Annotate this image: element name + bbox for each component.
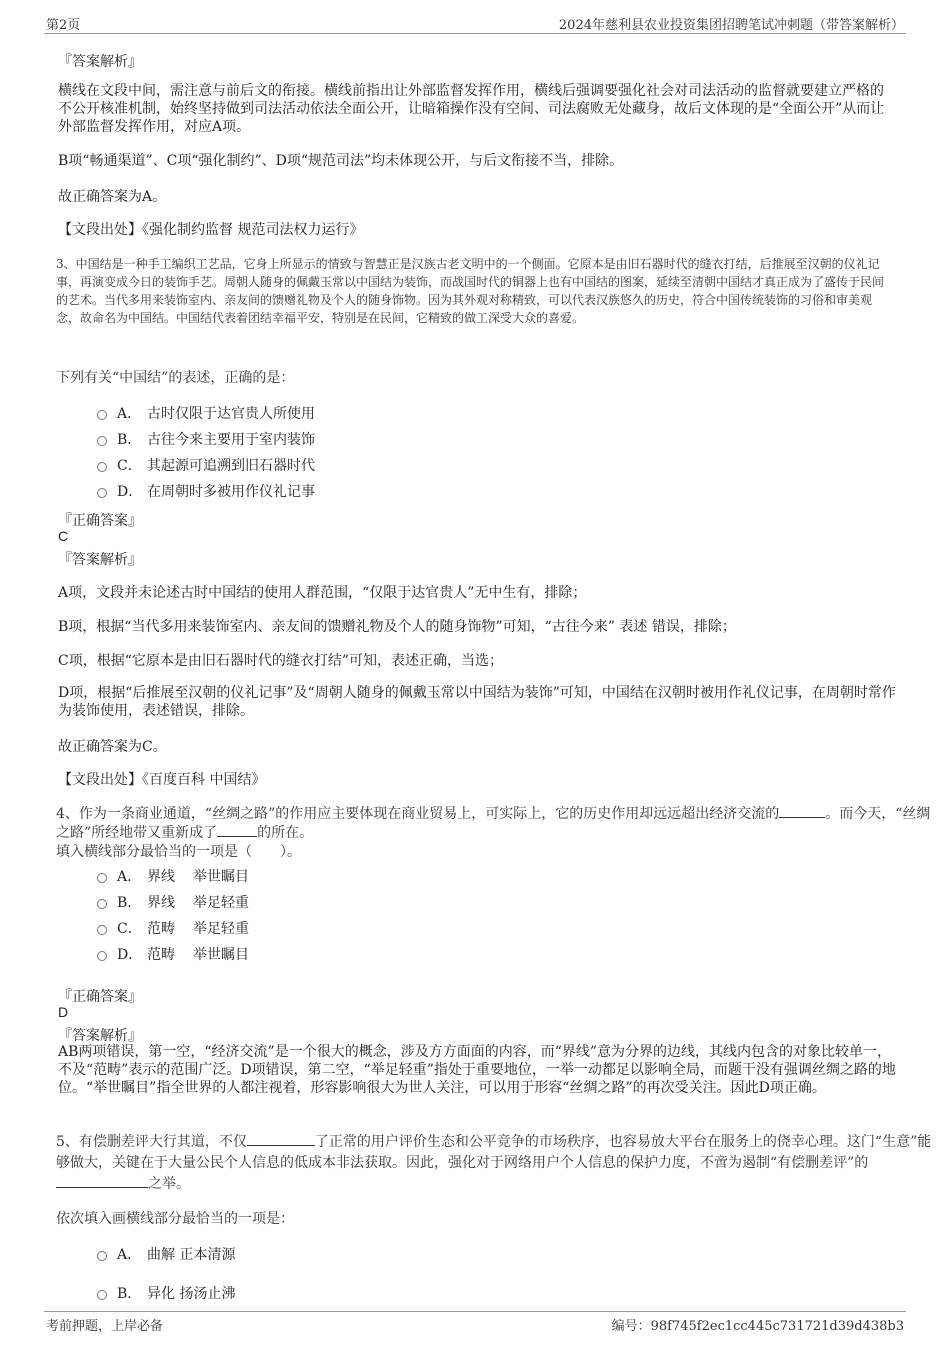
q3-option-b[interactable]: B． 古往今来主要用于室内装饰 xyxy=(97,429,315,449)
footer-slogan: 考前押题，上岸必备 xyxy=(46,1319,164,1334)
q3-analysis-b: B项，根据“当代多用来装饰室内、亲友间的馈赠礼物及个人的随身饰物”可知，“古往今来” 表述 错误，排除； xyxy=(58,619,736,635)
q3-answer: C xyxy=(58,528,69,544)
header-rule xyxy=(44,33,906,34)
q3-passage: 3、中国结是一种手工编织工艺品，它身上所显示的情致与智慧正是汉族古老文明中的一个侧面。它原本是由旧石器时代的缝衣打结，后推展至汉朝的仪礼记事，再演变成今日的装饰手艺。周朝人随身的佩戴玉常以中国结为装饰，而战国时代的铜器上也有中国结的图案，延续至清朝中国结才真正成为了盛传于民间的艺术。当代多用来装饰室内、亲友间的馈赠礼物及个人的随身饰物。因为其外观对称精致，可以代表汉族悠久的历史，符合中国传统装饰的习俗和审美观念，故命名为中国结。中国结代表着团结幸福平安，特别是在民间，它精致的做工深受大众的喜爱。 xyxy=(56,257,885,325)
q4-option-b[interactable]: B． 界线 举足轻重 xyxy=(97,892,249,912)
q2-analysis-label: 『答案解析』 xyxy=(58,54,142,70)
q4-analysis: AB两项错误，第一空，“经济交流”是一个很大的概念，涉及方方面面的内容，而“界线”意为分界的边线，其线内包含的对象比较单一，不及“范畴”表示的范围广泛。D项错误，第二空，“举足轻重”指处于重要地位，一举一动都足以影响全局，而题干没有强调丝绸之路的地位。“举世瞩目”指全世界的人都注视着，形容影响很大为世人关注，可以用于形容“丝绸之路”的再次受关注。因此D项正确。 xyxy=(58,1044,896,1096)
q5-option-a[interactable]: A． 曲解 正本清源 xyxy=(97,1244,235,1264)
q3-analysis-c: C项，根据“它原本是由旧石器时代的缝衣打结”可知，表述正确，当选； xyxy=(58,653,504,669)
q4-answer: D xyxy=(58,1004,69,1020)
q5-prompt: 依次填入画横线部分最恰当的一项是： xyxy=(56,1211,294,1227)
radio-icon[interactable] xyxy=(97,951,107,961)
q3-analysis-label: 『答案解析』 xyxy=(58,552,142,568)
radio-icon[interactable] xyxy=(97,488,107,498)
footer-rule xyxy=(44,1311,906,1312)
page-number: 第2页 xyxy=(46,18,81,33)
q4-option-d[interactable]: D． 范畴 举世瞩目 xyxy=(97,944,249,964)
radio-icon[interactable] xyxy=(97,1251,107,1261)
q3-source: 【文段出处】《百度百科 中国结》 xyxy=(58,772,266,788)
q3-answer-label: 『正确答案』 xyxy=(58,513,142,529)
q5-stem-line1: 5、有偿删差评大行其道，不仅 了正常的用户评价生态和公平竞争的市场秩序，也容易放大平台在服务上的侥幸心理。这门“生意”能 xyxy=(56,1134,932,1150)
footer-serial: 编号：98f745f2ec1cc445c731721d39d438b3 xyxy=(611,1319,904,1334)
q5-stem-line2: 够做大，关键在于大量公民个人信息的低成本非法获取。因此，强化对于网络用户个人信息的保护力度，不啻为遏制“有偿删差评”的 xyxy=(56,1155,869,1171)
q4-analysis-label: 『答案解析』 xyxy=(58,1028,142,1044)
radio-icon[interactable] xyxy=(97,925,107,935)
q2-analysis: 横线在文段中间，需注意与前后文的衔接。横线前指出让外部监督发挥作用，横线后强调要强化社会对司法活动的监督就要建立严格的不公开核准机制，始终坚持做到司法活动依法全面公开，让暗箱操作没有空间、司法腐败无处藏身，故后文体现的是“全面公开”从而让外部监督发挥作用，对应A项。 xyxy=(58,83,885,135)
blank-1 xyxy=(779,817,825,818)
q4-stem-line1: 4、作为一条商业通道，“丝绸之路”的作用应主要体现在商业贸易上，可实际上，它的历史作用却远远超出经济交流的 。而今天，“丝绸 xyxy=(56,806,931,822)
q2-source: 【文段出处】《强化制约监督 规范司法权力运行》 xyxy=(58,222,364,238)
radio-icon[interactable] xyxy=(97,873,107,883)
q3-conclusion: 故正确答案为C。 xyxy=(58,739,167,755)
q2-conclusion: 故正确答案为A。 xyxy=(58,189,167,205)
blank-2 xyxy=(217,836,257,837)
radio-icon[interactable] xyxy=(97,436,107,446)
q3-option-c[interactable]: C． 其起源可追溯到旧石器时代 xyxy=(97,455,315,475)
q4-answer-label: 『正确答案』 xyxy=(58,989,142,1005)
q3-option-d[interactable]: D． 在周朝时多被用作仪礼记事 xyxy=(97,481,315,501)
blank-1 xyxy=(247,1145,315,1146)
q3-analysis-d: D项，根据“后推展至汉朝的仪礼记事”及“周朝人随身的佩戴玉常以中国结为装饰”可知，中国结在汉朝时被用作礼仪记事，在周朝时常作为装饰使用，表述错误，排除。 xyxy=(58,685,896,719)
q3-option-a[interactable]: A． 古时仅限于达官贵人所使用 xyxy=(97,403,315,423)
radio-icon[interactable] xyxy=(97,410,107,420)
q3-analysis-a: A项，文段并未论述古时中国结的使用人群范围，“仅限于达官贵人”无中生有，排除； xyxy=(58,585,587,601)
radio-icon[interactable] xyxy=(97,1290,107,1300)
radio-icon[interactable] xyxy=(97,899,107,909)
q4-stem-line2: 之路”所经地带又重新成了 的所在。 xyxy=(56,825,314,841)
q4-option-a[interactable]: A． 界线 举世瞩目 xyxy=(97,866,249,886)
q2-other-options: B项“畅通渠道”、C项“强化制约”、D项“规范司法”均未体现公开，与后文衔接不当，排除。 xyxy=(58,153,624,169)
radio-icon[interactable] xyxy=(97,462,107,472)
q5-stem-line3: 之举。 xyxy=(56,1175,190,1193)
q5-option-b[interactable]: B． 异化 扬汤止沸 xyxy=(97,1283,235,1303)
document-title: 2024年慈利县农业投资集团招聘笔试冲刺题（带答案解析） xyxy=(558,18,904,33)
q4-prompt: 填入横线部分最恰当的一项是（ ）。 xyxy=(56,844,301,860)
q4-option-c[interactable]: C． 范畴 举足轻重 xyxy=(97,918,249,938)
q3-prompt: 下列有关“中国结”的表述，正确的是： xyxy=(56,370,295,386)
blank-2 xyxy=(56,1187,148,1188)
